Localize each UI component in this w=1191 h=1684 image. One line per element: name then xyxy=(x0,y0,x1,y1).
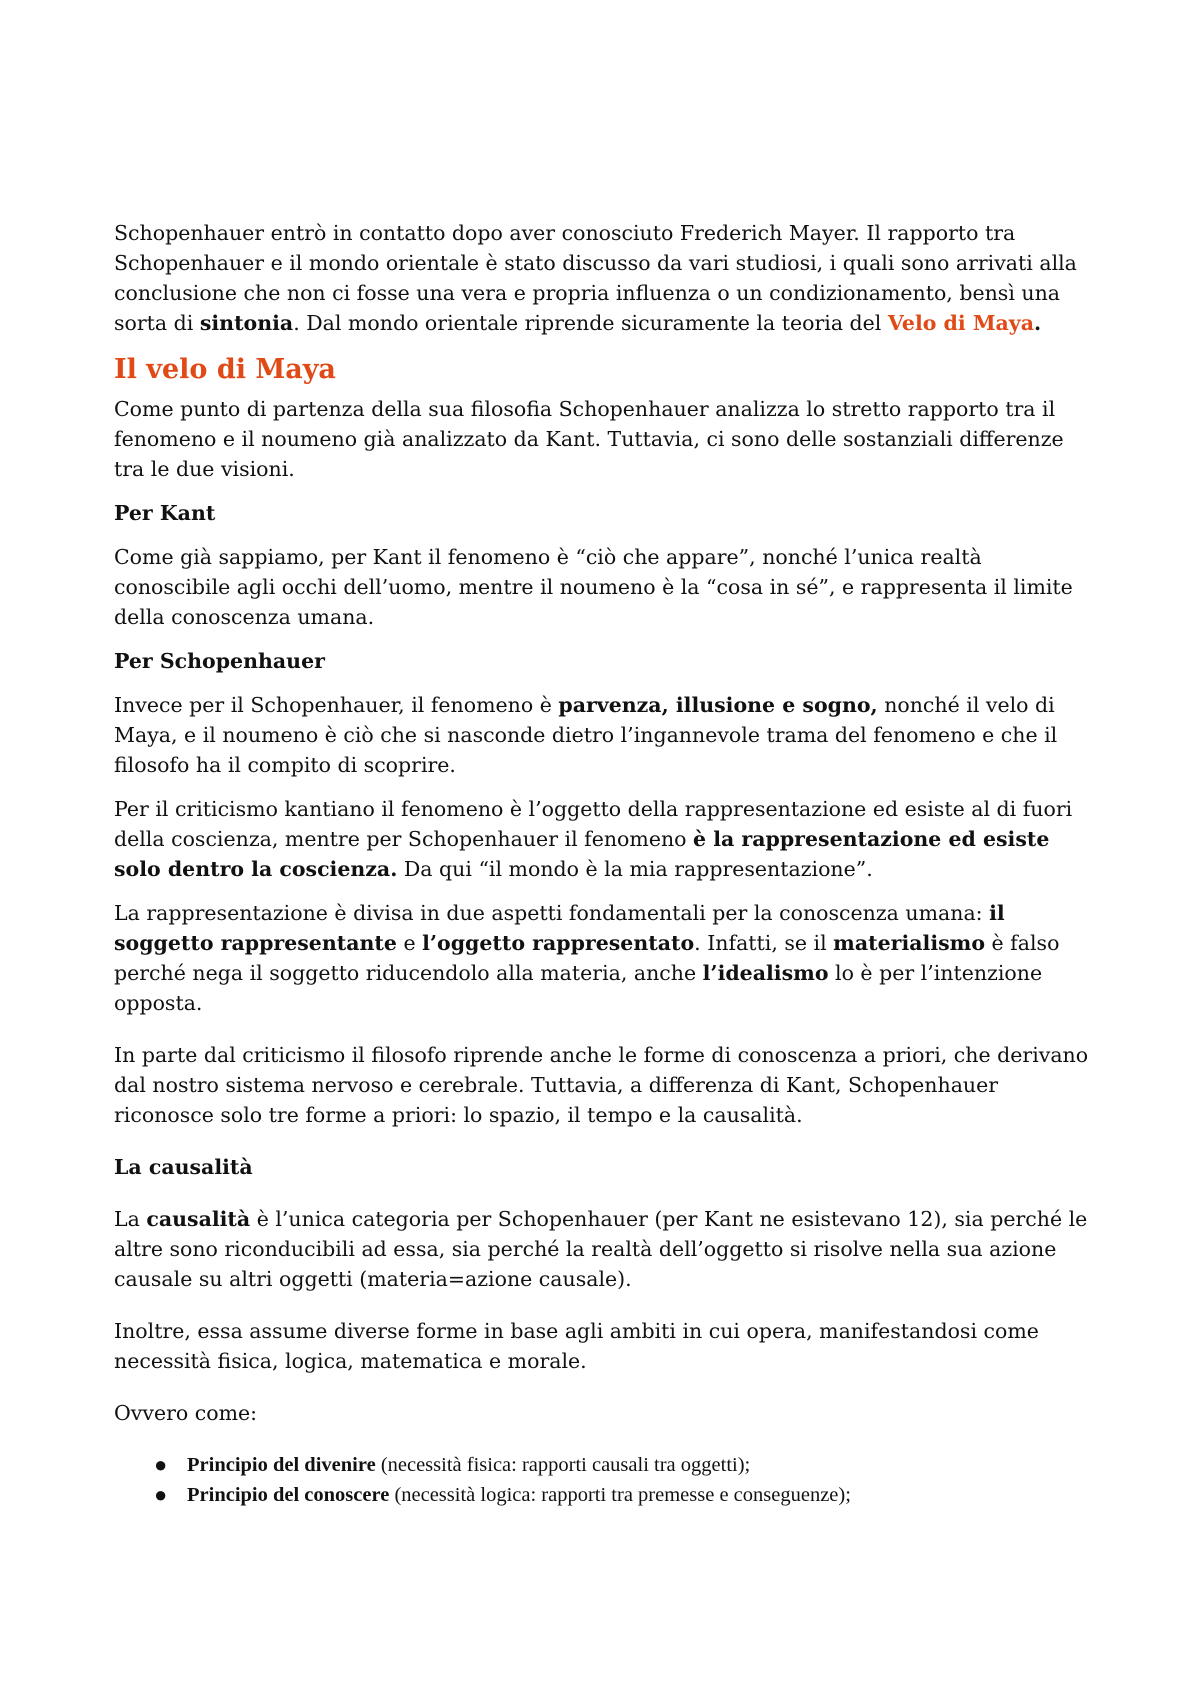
list-item: ● Principio del divenire (necessità fisica: rapporti causali tra oggetti); xyxy=(114,1450,1094,1480)
velo-di-maya-highlight: Velo di Maya xyxy=(887,311,1034,335)
paragraph-partenza: Come punto di partenza della sua filosofia Schopenhauer analizza lo stretto rapporto tra il fenomeno e il noumeno già analizzato da Kant. Tuttavia, ci sono delle sostanziali differenze tra le due visioni. xyxy=(114,397,1064,481)
paragraph-criticismo: Per il criticismo kantiano il fenomeno è l’oggetto della rappresentazione ed esiste al di fuori della coscienza, mentre per Schopenhauer il fenomeno è la rappresentazione ed esiste solo dentro la coscienza. Da qui “il mondo è la mia rappresentazione”. xyxy=(114,797,1073,881)
heading-per-schopenhauer: Per Schopenhauer xyxy=(114,649,325,673)
paragraph-ovvero: Ovvero come: xyxy=(114,1401,258,1425)
paragraph-forme-a-priori: In parte dal criticismo il filosofo riprende anche le forme di conoscenza a priori, che derivano dal nostro sistema nervoso e cerebrale. Tuttavia, a differenza di Kant, Schopenhauer riconosce solo tre forme a priori: lo spazio, il tempo e la causalità. xyxy=(114,1043,1089,1127)
heading-la-causalita: La causalità xyxy=(114,1155,253,1179)
paragraph-rappresentazione: La rappresentazione è divisa in due aspetti fondamentali per la conoscenza umana: il soggetto rappresentante e l’oggetto rappresentato. Infatti, se il materialismo è falso perché nega il soggetto riducendolo alla materia, anche l’idealismo lo è per l’intenzione opposta. xyxy=(114,901,1060,1015)
heading-velo-di-maya: Il velo di Maya xyxy=(114,354,336,385)
list-item: ● Principio del conoscere (necessità logica: rapporti tra premesse e conseguenze); xyxy=(114,1480,1094,1510)
intro-paragraph: Schopenhauer entrò in contatto dopo aver conosciuto Frederich Mayer. Il rapporto tra Schopenhauer e il mondo orientale è stato discusso da vari studiosi, i quali sono arrivati alla conclusione che non ci fosse una vera e propria influenza o un condizionamento, bensì una sorta di sintonia. Dal mondo orientale riprende sicuramente la teoria del Velo di Maya. xyxy=(114,221,1077,335)
paragraph-inoltre: Inoltre, essa assume diverse forme in base agli ambiti in cui opera, manifestandosi come necessità fisica, logica, matematica e morale. xyxy=(114,1319,1039,1373)
paragraph-causalita: La causalità è l’unica categoria per Schopenhauer (per Kant ne esistevano 12), sia perché le altre sono riconducibili ad essa, sia perché la realtà dell’oggetto si risolve nella sua azione causale su altri oggetti (materia=azione causale). xyxy=(114,1207,1088,1291)
bullet-icon: ● xyxy=(154,1482,168,1507)
principles-list xyxy=(114,1450,1094,1510)
paragraph-kant: Come già sappiamo, per Kant il fenomeno è “ciò che appare”, nonché l’unica realtà conoscibile agli occhi dell’uomo, mentre il noumeno è la “cosa in sé”, e rappresenta il limite della conoscenza umana. xyxy=(114,545,1073,629)
bullet-icon: ● xyxy=(154,1452,168,1477)
document-page xyxy=(114,218,1094,1510)
paragraph-schopenhauer: Invece per il Schopenhauer, il fenomeno è parvenza, illusione e sogno, nonché il velo di Maya, e il noumeno è ciò che si nasconde dietro l’ingannevole trama del fenomeno e che il filosofo ha il compito di scoprire. xyxy=(114,693,1058,777)
heading-per-kant: Per Kant xyxy=(114,501,216,525)
